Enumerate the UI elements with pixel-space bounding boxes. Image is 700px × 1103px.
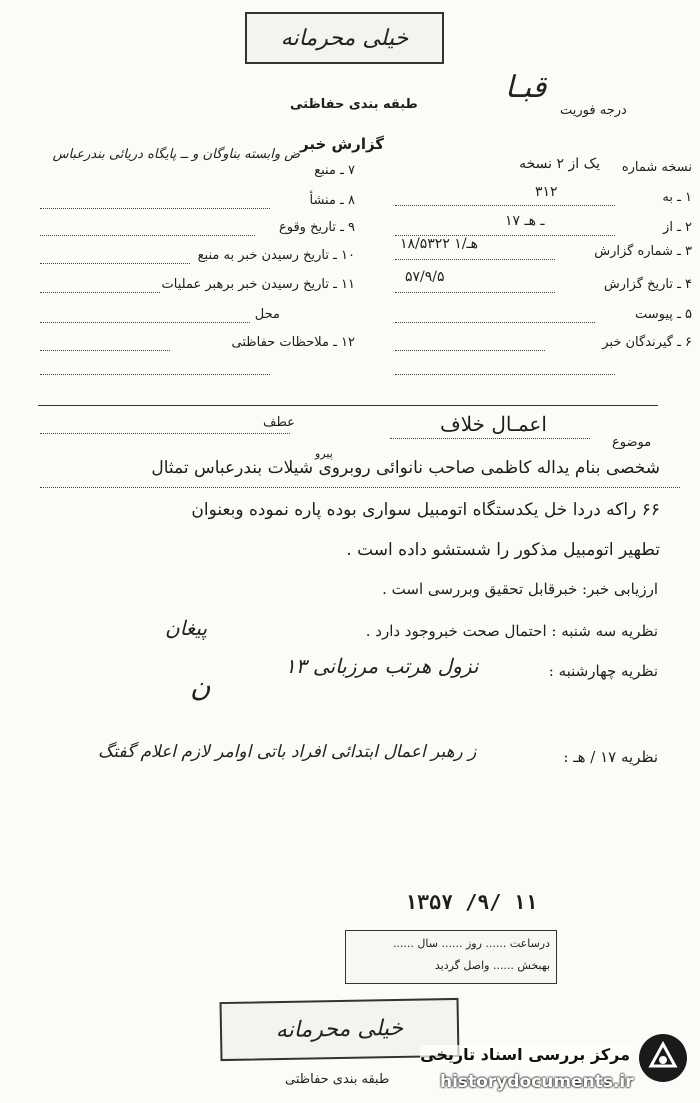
- body-line-3: تطهیر اتومبیل مذکور را شستشو داده است .: [346, 540, 660, 560]
- subject-line: [390, 437, 590, 439]
- archive-logo-icon: [637, 1032, 689, 1084]
- opinion-wednesday-hand: نزول هرتب مرزبانی ۱۳: [285, 654, 479, 678]
- assessment: ارزیابی خبر: خبرقابل تحقیق وبررسی است .: [382, 580, 658, 598]
- left-field-label-4: ۱۱ ـ تاریخ رسیدن خبر برهبر عملیات: [161, 277, 355, 292]
- receipt-box: [345, 930, 557, 984]
- right-field-label-5: ۵ ـ پیوست: [635, 307, 692, 322]
- right-field-line-3: [395, 258, 555, 260]
- right-field-line-1: [395, 204, 615, 206]
- right-field-value-3: ۱۸/۵۳۲۲ هـ/۱: [400, 236, 479, 252]
- body-line-2: ۶۶ راکه دردا خل یکدستگاه اتومبیل سواری بوده پاره نموده وبعنوان: [191, 500, 660, 520]
- right-field-value-2: ۱۷ ـ هـ: [505, 213, 545, 229]
- ref-label: عطف: [263, 415, 295, 430]
- follow-label: پیرو: [315, 447, 333, 460]
- left-field-line-5: [40, 321, 250, 323]
- left-field-line-4: [40, 291, 160, 293]
- body-line-1: شخصی بنام یداله کاظمی صاحب نانوائی روبروی شیلات بندرعباس تمثال: [151, 458, 660, 478]
- opinion-tuesday-note: پیغان: [165, 616, 208, 640]
- opinion-tuesday: نظریه سه شنبه : احتمال صحت خبروجود دارد .: [365, 622, 658, 640]
- right-field-value-4: ۵۷/۹/۵: [405, 269, 445, 285]
- right-field-line-5: [395, 321, 595, 323]
- left-field-label-6: ۱۲ ـ ملاحظات حفاظتی: [231, 335, 355, 350]
- left-field-value-0: ض وابسته بناوگان و ــ پایگاه دریائی بندرعباس: [52, 147, 300, 162]
- opinion-17-label: نظریه ۱۷ / هـ :: [563, 748, 658, 766]
- subject-label: موضوع: [612, 435, 652, 450]
- right-field-label-4: ۴ ـ تاریخ گزارش: [603, 277, 692, 292]
- subject-value: اعمـال خلاف: [440, 412, 547, 436]
- top-secret-stamp: خیلی محرمانه: [245, 12, 444, 64]
- left-field-line-2: [40, 234, 255, 236]
- left-field-label-0: ۷ ـ منبع: [314, 163, 355, 178]
- receipt-line-1: درساعت ...... روز ...... سال ......: [392, 937, 550, 950]
- right-field-label-1: ۱ ـ به: [662, 190, 692, 205]
- priority-value: قبـا: [505, 70, 547, 105]
- bottom-classification-label: طبقه بندی حفاظتی: [285, 1072, 390, 1087]
- classification-label: طبقه بندی حفاظتی: [290, 97, 418, 112]
- bottom-secret-stamp: خیلی محرمانه: [220, 998, 460, 1061]
- watermark-url: historydocuments.ir: [440, 1072, 634, 1092]
- report-title: گزارش خبر: [300, 135, 385, 153]
- right-field-line-4: [395, 291, 555, 293]
- left-field-label-1: ۸ ـ منشأ: [309, 193, 355, 208]
- body-underline-1: [40, 486, 680, 488]
- opinion-wednesday-label: نظریه چهارشنبه :: [548, 662, 658, 680]
- left-field-label-3: ۱۰ ـ تاریخ رسیدن خبر به منبع: [197, 248, 355, 263]
- right-field-label-0: نسخه شماره: [621, 160, 692, 175]
- left-field-line-6: [40, 349, 170, 351]
- right-field-label-3: ۳ ـ شماره گزارش: [594, 244, 692, 259]
- right-field-label-2: ۲ ـ از: [663, 220, 692, 235]
- watermark-title: مرکز بررسی اسناد تاریخی: [420, 1045, 630, 1064]
- opinion-wednesday-signature: ن: [190, 670, 211, 703]
- ref-line: [40, 432, 290, 434]
- date-stamp: ۱۳۵۷ /۹/ ۱۱: [405, 890, 538, 914]
- left-field-label-5: محل: [254, 307, 280, 322]
- right-field-value-1: ۳۱۲: [535, 184, 558, 200]
- right-field-line-7: [395, 373, 615, 375]
- right-field-label-6: ۶ ـ گیرندگان خبر: [602, 335, 692, 350]
- opinion-17-hand: ز رهبر اعمال ابتدائی افراد باتی اوامر لازم اعلام گفتگ: [98, 742, 477, 762]
- form-separator: [38, 405, 658, 406]
- left-field-line-7: [40, 373, 270, 375]
- left-field-label-2: ۹ ـ تاریخ وقوع: [278, 220, 355, 235]
- left-field-line-3: [40, 262, 190, 264]
- receipt-line-2: بهبخش ...... واصل گردید: [434, 959, 550, 972]
- right-field-value-0: یک از ۲ نسخه: [519, 156, 600, 172]
- right-field-line-6: [395, 349, 545, 351]
- priority-label: درجه فوریت: [560, 103, 627, 118]
- left-field-line-1: [40, 207, 270, 209]
